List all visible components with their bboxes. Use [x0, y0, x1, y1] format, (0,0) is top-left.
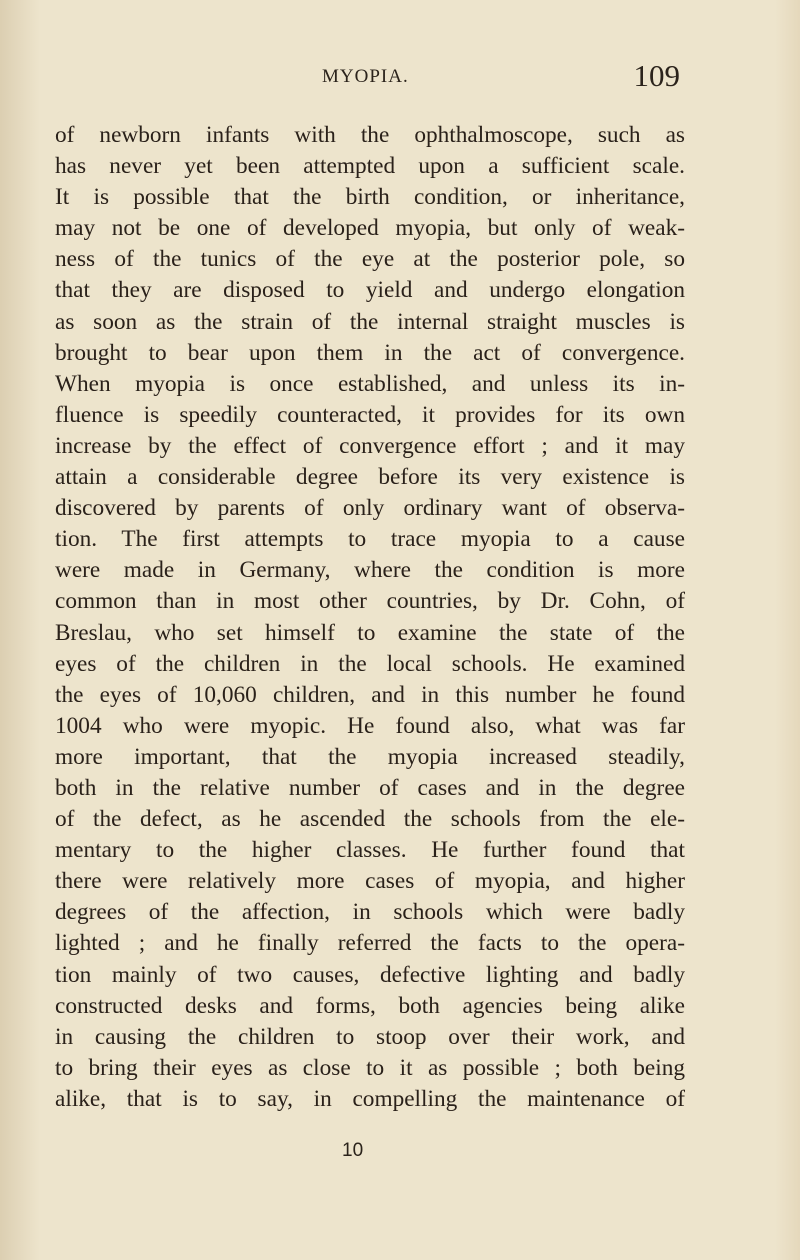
text-line: increase by the effect of convergence effort ; and it may — [55, 432, 685, 459]
text-line: of newborn infants with the ophthalmoscope, such as — [55, 122, 685, 148]
text-line: discovered by parents of only ordinary want of observa- — [55, 495, 685, 522]
text-line: that they are disposed to yield and undergo elongation — [55, 277, 685, 304]
text-line: as soon as the strain of the internal straight muscles is — [55, 308, 685, 335]
text-line: to bring their eyes as close to it as possible ; both being — [55, 1054, 685, 1081]
text-line: the eyes of 10,060 children, and in this number he found — [55, 681, 685, 708]
text-line: of the defect, as he ascended the schools from the ele- — [55, 806, 685, 833]
text-line: were made in Germany, where the condition is more — [55, 557, 685, 584]
text-line: When myopia is once established, and unless its in- — [55, 370, 685, 397]
text-line: ness of the tunics of the eye at the posterior pole, so — [55, 246, 685, 273]
text-line: brought to bear upon them in the act of convergence. — [55, 339, 685, 366]
text-line: constructed desks and forms, both agencies being alike — [55, 992, 685, 1019]
body-paragraph — [55, 120, 685, 1115]
page-number: 109 — [633, 58, 680, 93]
text-line: there were relatively more cases of myopia, and higher — [55, 868, 685, 895]
text-line: common than in most other countries, by Dr. Cohn, of — [55, 588, 685, 615]
text-line: tion. The first attempts to trace myopia to a cause — [55, 526, 685, 553]
text-line: mentary to the higher classes. He further found that — [55, 837, 685, 864]
text-line: lighted ; and he finally referred the facts to the opera- — [55, 930, 685, 957]
text-line: attain a considerable degree before its very existence is — [55, 464, 685, 491]
text-line: Breslau, who set himself to examine the state of the — [55, 619, 685, 646]
text-line: has never yet been attempted upon a sufficient scale. — [55, 153, 685, 180]
text-line: may not be one of developed myopia, but only of weak- — [55, 215, 685, 242]
running-title: MYOPIA. — [322, 66, 409, 87]
signature-mark: 10 — [342, 1140, 364, 1161]
text-line: fluence is speedily counteracted, it provides for its own — [55, 401, 685, 428]
text-line: more important, that the myopia increased steadily, — [55, 743, 685, 770]
text-line: 1004 who were myopic. He found also, what was far — [55, 712, 685, 739]
text-line: degrees of the affection, in schools which were badly — [55, 899, 685, 926]
text-line: It is possible that the birth condition, or inheritance, — [55, 184, 685, 211]
text-line: eyes of the children in the local schools. He examined — [55, 650, 685, 677]
text-line: in causing the children to stoop over their work, and — [55, 1023, 685, 1050]
running-header — [55, 60, 680, 100]
text-line: tion mainly of two causes, defective lighting and badly — [55, 961, 685, 988]
text-line: alike, that is to say, in compelling the maintenance of — [55, 1085, 685, 1112]
text-line: both in the relative number of cases and in the degree — [55, 774, 685, 801]
